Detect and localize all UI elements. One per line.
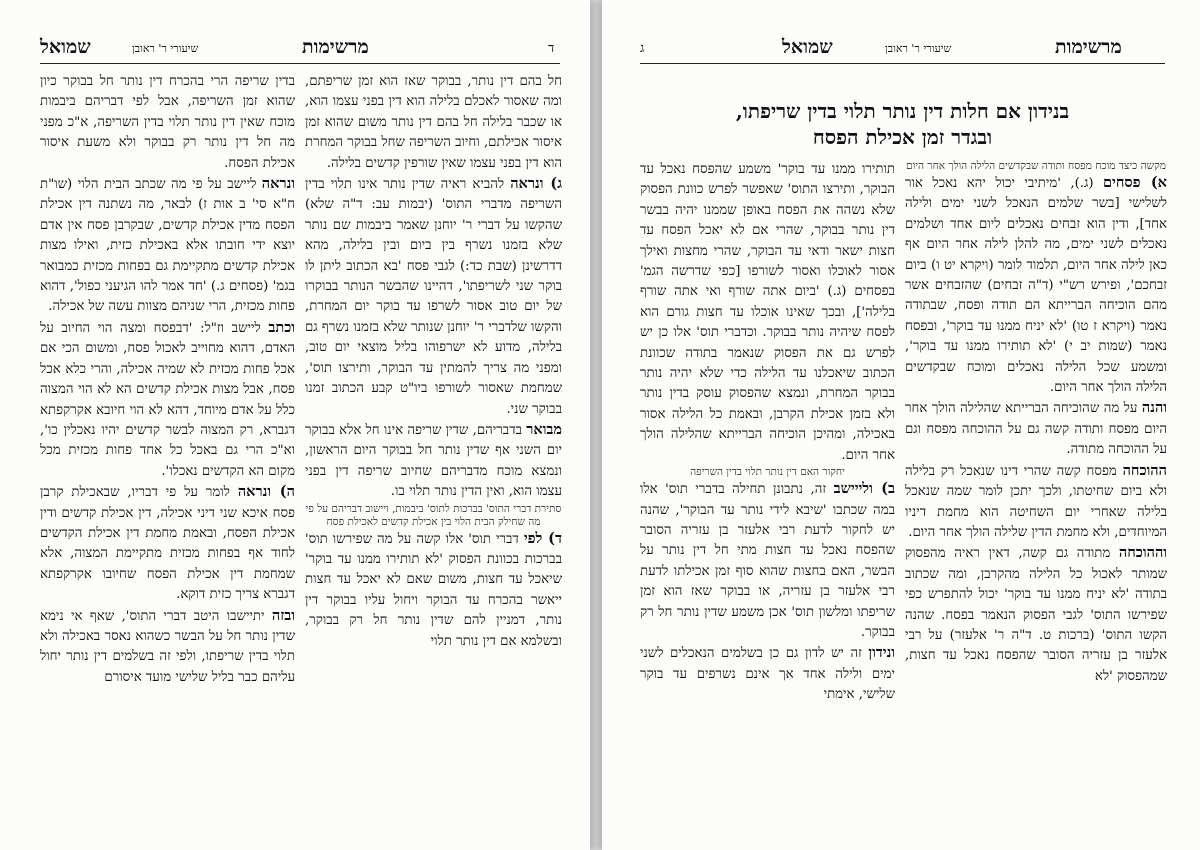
paragraph-text: (ג.), 'מיתיבי יכול יהא נאכל אור לשלישי [בשר שלמים הנאכל לשני ימים ולילה אחד], ודין הוא זבחים נאכלים ליום אחד ושלמים נאכלים לשני ימים, מה להלן לילה אחר היום אף כאן לילה אחר היום, תלמוד לומר (ויקרא יט ו) ביום זבחכם', ופירש רש"י (ד"ה זבחים) שהזבחים אשר מהם הוכיחה הברייתא הם תודה ופסח, שבתודה נאמר (ויקרא ז טו) 'לא יניח ממנו עד בוקר', ובפסח נאמר (שמות יב י) 'לא תותירו ממנו עד בוקר', ומשמע שכל הלילה נאכלים ומוכח שבקדשים הלילה הולך אחר היום.: [905, 176, 1167, 396]
left-page: [0, 0, 590, 850]
paragraph-label: מבואר: [526, 420, 562, 438]
paragraph: [40, 606, 295, 689]
paragraph: [905, 461, 1167, 544]
paragraph: [640, 479, 895, 643]
paragraph-text: זה, נתבונן תחילה בדברי תוס' אלו במה שכתבו 'שיבא לידי נותר עד הבוקר', שהנה יש לחקור לדעת רבי אלעזר בן עזריה הסובר שהפסח נאכל עד חצות מתי חל דין נותר על הבשר, האם בחצות שהוא סוף זמן אכילתו לדעת רבי אלעזר בן עזריה, או בבוקר שאז הוא זמן שריפתו ומלשון תוס' אכן משמע שדין נותר חל רק בבוקר.: [640, 482, 895, 640]
left-page-column-right: [305, 72, 562, 652]
paragraph: [305, 420, 562, 503]
paragraph-text: ליישב וז"ל: 'דבפסח ומצה הוי החיוב על האדם, דהוא מחוייב לאכול פסח, ומשום הכי אם אכל פחות מכזית לא שמיה אכילה, והרי כלא אכל פסח, אבל מצות אכילת קדשים הא לא הוי המצוה כלל על אדם מיוחד, דהא לא הוי חיובא אקרקפתא דגברא, רק המצוה לבשר קדשים יהיו נאכלין כו', וא"כ הרי גם באכל כל אחד פחות מכזית מכל מקום הא הקדשים נאכלו'.: [40, 320, 295, 479]
paragraph: [40, 482, 295, 605]
paragraph-label: ב) ולייישב: [833, 480, 895, 498]
paragraph-text: לומר על פי דבריו, שבאכילת קרבן פסח איכא שני דיני אכילה, דין אכילת קדשים ודין אכילת הפסח, ובאמת מחמת דין אכילת הקדשים לחוד אף בפחות מכזית מתקיימת המצוה, אלא שמחמת דין אכילת הפסח שחיובו אקרקפתא דגברא צריך כזית דוקא.: [40, 485, 295, 603]
paragraph-text: חל בהם דין נותר, בבוקר שאז הוא זמן שריפתם, ומה שאסור לאכלם בלילה הוא דין בפני עצמו הוא, או שכבר בלילה חל בהם דין נותר משום שהוא זמן איסור אכילתם, וחיוב השריפה שחל בבוקר המחרת הוא דין בפני עצמו שאין שורפין קדשים בלילה.: [305, 74, 562, 171]
paragraph: [40, 318, 295, 482]
paragraph: [640, 160, 895, 466]
page-number: ג: [640, 41, 645, 56]
paragraph: [305, 529, 562, 652]
paragraph-label: וכתב: [268, 318, 295, 336]
paragraph: [40, 174, 295, 318]
right-page: [602, 0, 1200, 850]
paragraph-text: ליישב על פי מה שכתב הבית הלוי (שו"ת ח"א סי' ב אות ז) לבאר, מה נשתנה דין אכילת הפסח מדין אכילת קדשים, שבקרבן פסח אין אדם יוצא ידי חובתו אלא באכילת כזית, ואילו מצות אכילת קדשים מתקיימת גם בפחות מכזית כמבואר בגמ' (פסחים ג.) 'חד אמר להו הגיעני כפול', דהוא פחות מכזית, הרי שניהם מצוות עשה של אכילה.: [40, 177, 295, 315]
paragraph-label: והנה: [1141, 399, 1167, 417]
section-note: יחקור האם דין נותר תלוי בדין השריפה: [690, 466, 845, 479]
book-title: שמואל: [782, 36, 833, 58]
paragraph: [905, 173, 1167, 398]
paragraph-text: מתודה גם קשה, דאין ראיה מהפסוק שמותר לאכול כל הלילה מהקרבן, ומה שכתוב בתודה 'לא יניח ממנו עד בוקר' יכול להתפרש כפי שפירשו התוס' לגבי הפסוק הנאמר בפסח. שהנה הקשו התוס' (ברכות ט. ד"ה ר' אלעזר) על רבי אלעזר בן עזריה הסובר שהפסח נאכל עד חצות, שמהפסוק 'לא: [905, 546, 1167, 684]
paragraph: [905, 543, 1167, 687]
paragraph-label: ונידון: [868, 644, 895, 662]
paragraph-label: ונראה: [261, 175, 295, 193]
paragraph-label: ה) ונראה: [237, 483, 295, 501]
page-number: ד: [548, 41, 555, 56]
chapter-title-line: ובגדר זמן אכילת הפסח: [812, 125, 993, 149]
header-rule: [40, 63, 560, 64]
section-note: סתירת דברי התוס' בברכות לתוס' ביבמות, ויישוב דבריהם על פי מה שחילק הבית הלוי בין אכילת קדשים לאכילת פסח: [305, 502, 562, 528]
right-running-header: [640, 36, 1165, 62]
paragraph: [640, 643, 895, 705]
paragraph-label: ד) לפי: [523, 529, 562, 547]
paragraph-text: בדין שריפה הרי בהכרח דין נותר חל בבוקר כיון שהוא זמן השריפה, אבל לפי דבריהם ביבמות מוכח שאין דין נותר תלוי בדין השריפה, א"כ מפני מה חל דין נותר רק בבוקר ולא משעת איסור אכילת הפסח.: [40, 74, 295, 171]
lecturer-name: שיעורי ר' ראובן: [132, 42, 199, 55]
paragraph-label: וההוכחה: [1118, 544, 1167, 562]
lecturer-name: שיעורי ר' ראובן: [885, 42, 952, 55]
paragraph: [305, 174, 562, 420]
book-title: שמואל: [40, 36, 91, 58]
paragraph-text: להביא ראיה שדין נותר אינו תלוי בדין השריפה מדברי התוס' (יבמות עב: ד"ה שלא) שהקשו על דברי ר' יוחנן שאמר ביבמות שם נותר שלא בזמנו נשרף בין ביום ובין בלילה, מהא דדרשינן (שבת כד:) לגבי פסח 'בא הכתוב ליתן לו בוקר שני לשריפתו', דהיינו שהבשר הנותר בבוקרו של יום טוב אסור לשרפו עד בוקר יום המחרת, והקשו שלדברי ר' יוחנן שנותר שלא בזמנו נשרף גם בלילה, מדוע לא ישרפוהו בליל מוצאי יום טוב, ומפני מה צריך להמתין עד הבוקר, ותירצו תוס', שמחמת שאסור לשורפו ביו"ט קבע הכתוב זמנו בבוקר שני.: [305, 177, 562, 417]
paragraph-text: תותירו ממנו עד בוקר' משמע שהפסח נאכל עד הבוקר, ותירצו התוס' שאפשר לפרש כוונת הפסוק שלא נשהה את הפסח באופן שממנו יהיה בבשר דין נותר בבוקר, שהרי אם לא יאכל הפסח עד חצות ישאר ודאי עד הבוקר, שהרי מחצות ואילך אסור לאוכלו ואסור לשורפו [כפי שדרשה הגמ' בפסחים (ג.) 'ביום אתה שורף ואי אתה שורף בלילה'], ובכך שאינו אוכלו עד חצות גורם הוא לפסח שיהיה נותר בבוקר. וכדברי תוס' אלו כן יש לפרש גם את הפסוק שנאמר בתודה שכוונת הכתוב שיאכלנו עד הלילה כדי שלא יהיה נותר בבוקר המחרת, ונמצא שהפסוק עוסק בדין נותר ולא בזמן אכילת הקרבן, ובאמת כל הלילה אסור באכילה, ומהיכן הוכיחה הברייתא שהלילה הולך אחר היום.: [640, 162, 895, 463]
series-title: מרשימות: [1055, 36, 1122, 58]
paragraph-text: דברי תוס' אלו קשה על מה שפירשו תוס' בברכות בכוונת הפסוק 'לא תותירו ממנו עד בוקר' שיאכל עד חצות, משום שאם לא יאכל עד חצות ייאשר בהכרח עד הבוקר ויחול עליו בבוקר דין נותר, דמניין להם שדין נותר חל רק בבוקר, ובשלמא אם דין נותר תלוי: [305, 531, 562, 649]
header-rule: [640, 63, 1165, 64]
right-page-column-left: [640, 160, 895, 706]
paragraph: [905, 398, 1167, 460]
paragraph-label: א) פסחים: [1103, 174, 1167, 191]
paragraph-text: זה יש לדון גם כן בשלמים הנאכלים לשני ימים ולילה אחד אך אינם נשרפים עד בוקר שלישי, אימתי: [640, 646, 895, 703]
right-page-column-right: [905, 160, 1167, 687]
paragraph-text: על מה שהוכיחה הברייתא שהלילה הולך אחר היום מפסח ותודה קשה גם על ההוכחה מפסח וגם על ההוכחה מתודה.: [905, 401, 1167, 458]
paragraph-text: יתיישבו היטב דברי התוס', שאף אי נימא שדין נותר חל על הבשר כשהוא נאסר באכילה ולא תלוי בדין שריפתו, ולפי זה בשלמים דין נותר יחול עליהם כבר בליל שלישי מועד איסורם: [40, 608, 295, 685]
paragraph-label: ג) ונראה: [510, 175, 562, 193]
chapter-title-line: בנידון אם חלות דין נותר תלוי בדין שריפתו,: [735, 99, 1070, 123]
chapter-title: [640, 98, 1165, 150]
series-title: מרשימות: [302, 36, 369, 58]
left-page-column-left: [40, 72, 295, 688]
paragraph-text: בדבריהם, שדין שריפה אינו חל אלא בבוקר יום השני אף שדין נותר חל בבוקר היום הראשון, ונמצא מוכח מדבריהם שחיוב שריפה דין בפני עצמו הוא, ואין הדין נותר תלוי בו.: [305, 422, 562, 500]
left-running-header: [40, 36, 560, 62]
section-note: מקשה כיצד מוכח מפסח ותודה שבקדשים הלילה הולך אחר היום: [906, 160, 1166, 172]
paragraph-label: ההוכחה: [1122, 461, 1167, 479]
paragraph-text: מפסח קשה שהרי דינו שנאכל רק בלילה ולא ביום שחיטתו, ולכך יתכן לומר שמה שנאכל בלילה שאחרי יום השחיטה הוא מחמת דיניו המיוחדים, ולא מחמת הדין שלילה הולך אחר היום.: [905, 463, 1167, 540]
paragraph: [305, 72, 562, 174]
paragraph-label: ובזה: [271, 606, 295, 624]
paragraph: [40, 72, 295, 174]
